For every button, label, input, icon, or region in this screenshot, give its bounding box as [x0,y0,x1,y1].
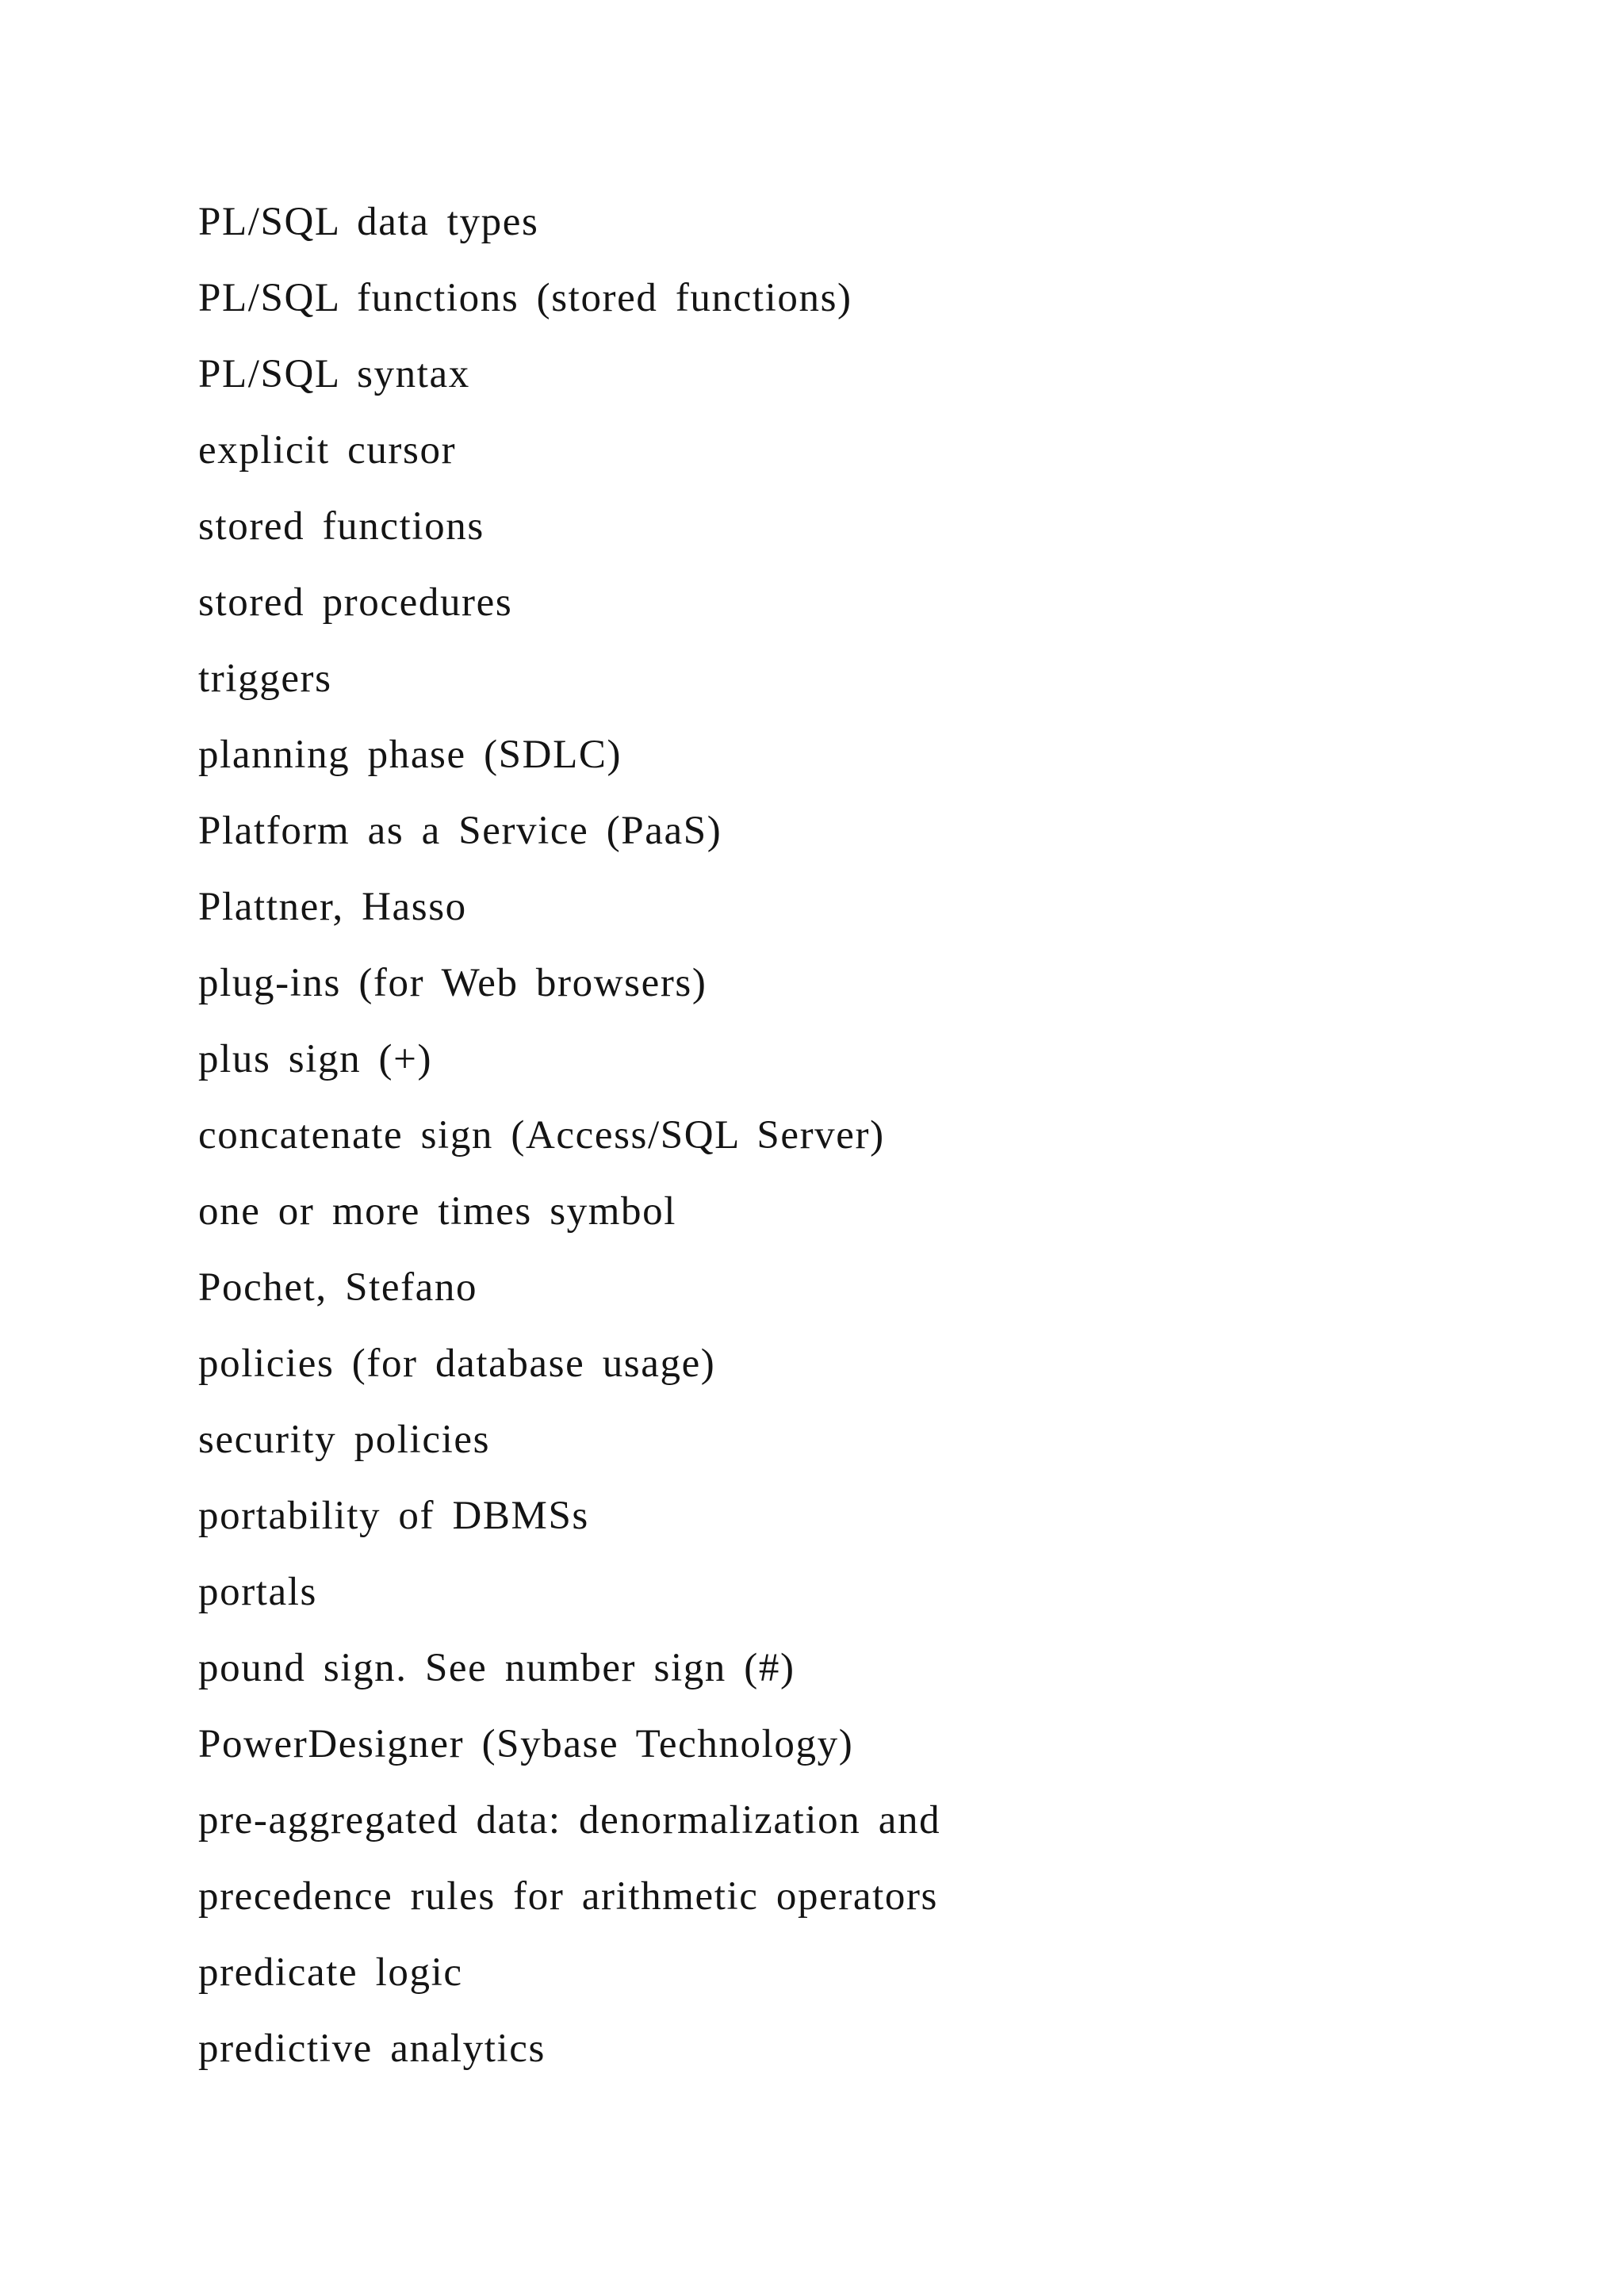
index-entry: Plattner, Hasso [198,885,467,929]
index-entry: pre-aggregated data: denormalization and [198,1798,941,1843]
index-entry: concatenate sign (Access/SQL Server) [198,1113,885,1158]
index-entry: PL/SQL data types [198,200,539,244]
index-entry: Platform as a Service (PaaS) [198,809,722,853]
index-entry: portability of DBMSs [198,1494,589,1538]
index-entry: precedence rules for arithmetic operators [198,1874,938,1919]
index-entry: plus sign (+) [198,1037,433,1081]
index-entry: stored procedures [198,580,513,625]
index-entry: predicate logic [198,1950,463,1995]
index-entry: PowerDesigner (Sybase Technology) [198,1722,854,1766]
index-entry: one or more times symbol [198,1189,676,1234]
index-entry: planning phase (SDLC) [198,733,622,777]
index-entry: pound sign. See number sign (#) [198,1646,795,1690]
index-entry: PL/SQL syntax [198,352,470,396]
index-entry: policies (for database usage) [198,1341,716,1386]
index-entry-list [198,193,940,2096]
index-entry: explicit cursor [198,428,457,473]
index-entry: security policies [198,1418,491,1462]
index-entry: Pochet, Stefano [198,1265,478,1310]
index-entry: stored functions [198,504,485,549]
index-entry: triggers [198,656,332,701]
index-entry: PL/SQL functions (stored functions) [198,276,852,320]
index-entry: plug-ins (for Web browsers) [198,961,707,1005]
index-entry: portals [198,1570,318,1614]
index-entry: predictive analytics [198,2026,546,2071]
